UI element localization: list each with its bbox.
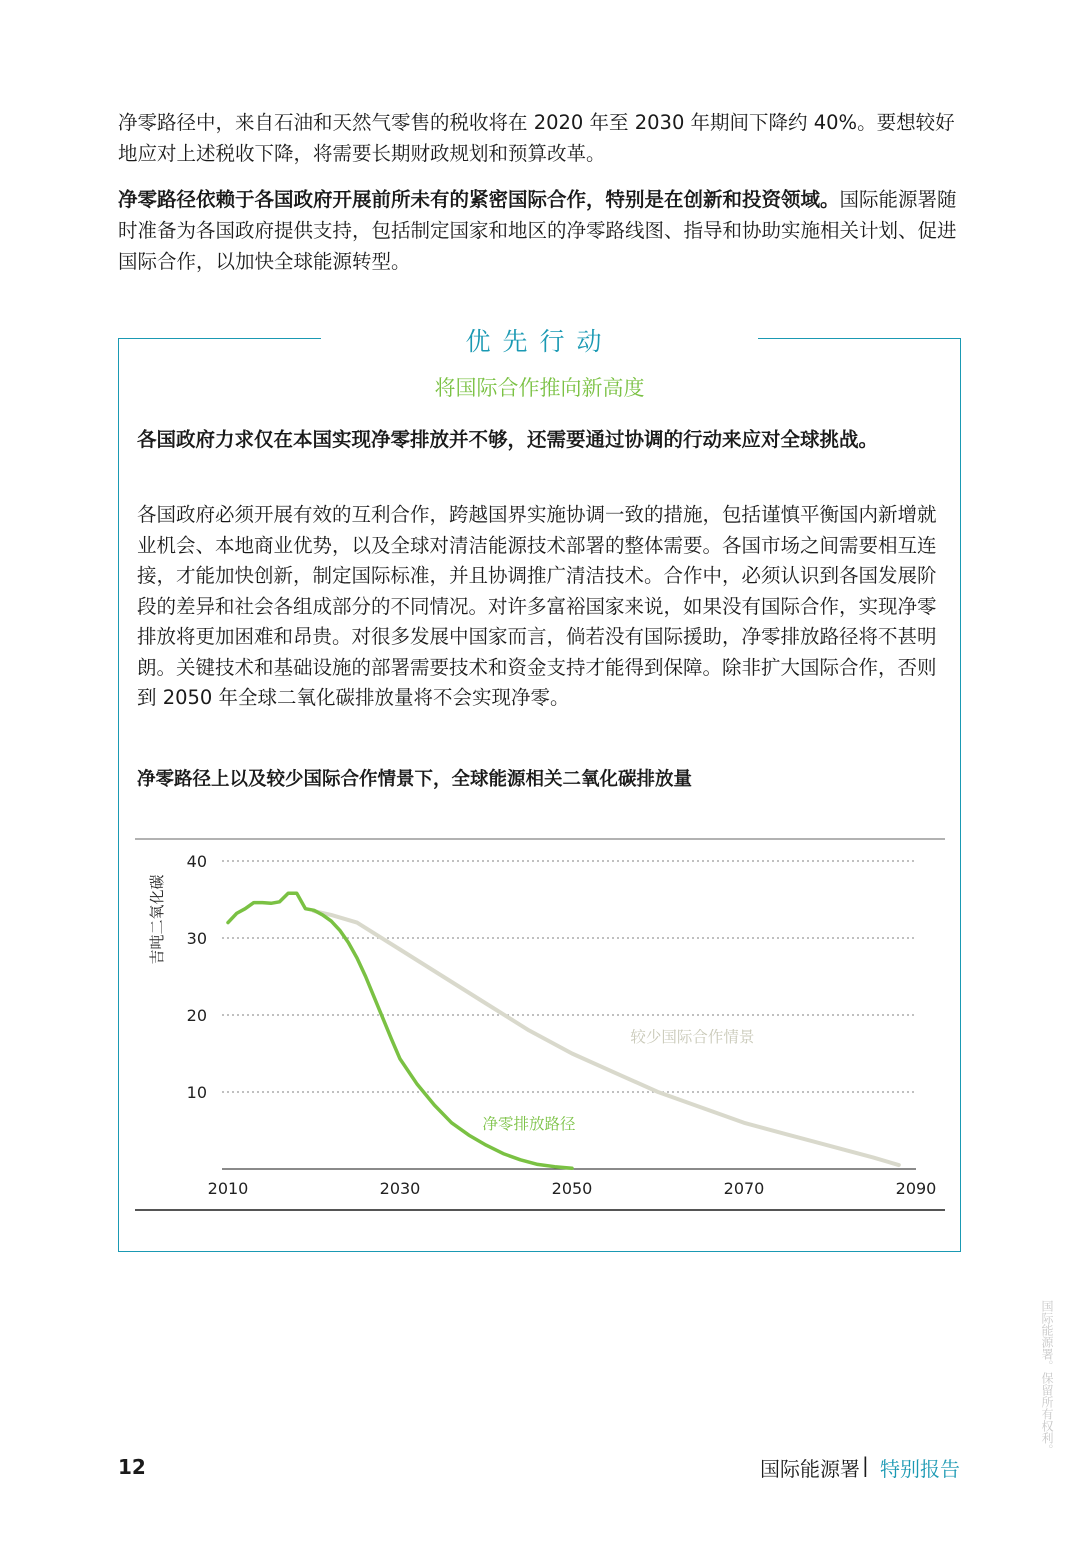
page-number: 12 — [118, 1455, 146, 1479]
y-tick-label-20: 20 — [186, 1006, 207, 1025]
copyright-watermark: 国际能源署。保留所有权利。 — [1040, 1300, 1054, 1456]
annotation-net-zero: 净零排放路径 — [482, 1114, 576, 1133]
x-tick-label-2090: 2090 — [895, 1179, 937, 1198]
y-tick-label-30: 30 — [186, 929, 207, 948]
intro-paragraph-2-rest: 国际能源署随时准备为各国政府提供支持，包括制定国家和地区的净零路线图、指导和协助实施相关计划、促进国际合作，以加快全球能源转型。 — [118, 188, 957, 273]
box-subtitle: 将国际合作推向新高度 — [434, 376, 645, 400]
intro-paragraph-2 — [118, 184, 968, 277]
series-line-0 — [314, 911, 899, 1165]
x-tick-label-2050: 2050 — [551, 1179, 593, 1198]
box-body-text: 各国政府必须开展有效的互利合作，跨越国界实施协调一致的措施，包括谨慎平衡国内新增就业机会、本地商业优势，以及全球对清洁能源技术部署的整体需要。各国市场之间需要相互连接，才能加快创新，制定国际标准，并且协调推广清洁技术。合作中，必须认识到各国发展阶段的差异和社会各组成部分的不同情况。对许多富裕国家来说，如果没有国际合作，实现净零排放将更加困难和昂贵。对很多发展中国家而言，倘若没有国际援助，净零排放路径将不甚明朗。关键技术和基础设施的部署需要技术和资金支持才能得到保障。除非扩大国际合作，否则到 2050 年全球二氧化碳排放量将不会实现净零。 — [137, 503, 937, 709]
emissions-chart — [135, 833, 947, 1213]
box-title: 优先行动 — [465, 327, 614, 356]
y-tick-label-10: 10 — [186, 1083, 207, 1102]
x-tick-label-2010: 2010 — [207, 1179, 249, 1198]
y-tick-label-40: 40 — [186, 852, 207, 871]
footer-separator: | — [862, 1453, 869, 1477]
intro-paragraph-1: 净零路径中，来自石油和天然气零售的税收将在 2020 年至 2030 年期间下降约 40%。要想较好地应对上述税收下降，将需要长期财政规划和预算改革。 — [118, 111, 955, 165]
x-tick-label-2030: 2030 — [379, 1179, 421, 1198]
box-top-border-right — [758, 338, 961, 339]
box-top-border-left — [118, 338, 321, 339]
x-tick-label-2070: 2070 — [723, 1179, 765, 1198]
footer-report-type: 特别报告 — [880, 1457, 960, 1481]
box-lead-text: 各国政府力求仅在本国实现净零排放并不够，还需要通过协调的行动来应对全球挑战。 — [137, 428, 879, 451]
intro-paragraph-2-lead: 净零路径依赖于各国政府开展前所未有的紧密国际合作，特别是在创新和投资领域。 — [118, 188, 840, 211]
chart-caption: 净零路径上以及较少国际合作情景下，全球能源相关二氧化碳排放量 — [137, 769, 693, 790]
y-axis-label: 吉吨二氧化碳 — [148, 874, 166, 965]
annotation-less-cooperation: 较少国际合作情景 — [630, 1027, 755, 1046]
footer-org-name: 国际能源署 — [760, 1457, 860, 1481]
